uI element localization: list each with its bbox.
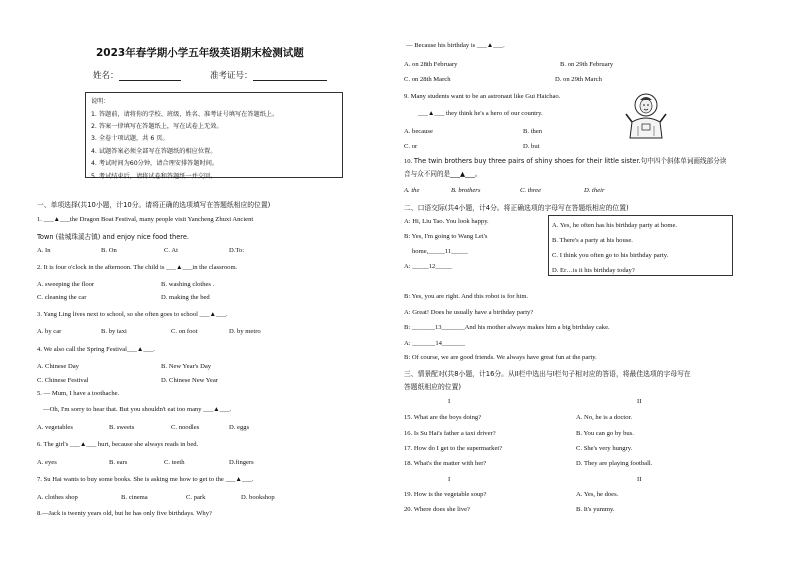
question-9-line1: 9. Many students want to be an astronaut like Gui Haichao. bbox=[404, 93, 561, 100]
q10-option-b: B. brothers bbox=[451, 187, 481, 194]
name-label: 姓名： bbox=[93, 71, 119, 81]
section2-heading: 二、口语交际(共4小题，计4分。将正确选项的字母写在答题纸相应的位置) bbox=[404, 204, 629, 212]
dialogue-b1-blank: home,_____11_____ bbox=[412, 248, 468, 255]
q5-option-c: C. noodles bbox=[171, 424, 200, 431]
instruction-item: 1. 答题前，请将你的学校、班级、姓名、准考证号填写在答题纸上。 bbox=[91, 110, 279, 118]
column-i-header-2: I bbox=[448, 476, 451, 483]
match-question-18: 18. What's the matter with her? bbox=[404, 460, 487, 467]
q6-option-a: A. eyes bbox=[37, 459, 57, 466]
question-4: 4. We also call the Spring Festival___▲___. bbox=[37, 346, 155, 353]
question-5-line1: 5. — Mum, I have a toothache. bbox=[37, 390, 120, 397]
section3-heading-line1: 三、情景配对(共8小题，计16分。从II栏中选出与I栏句子相对应的答语，将最佳选项的字母写在 bbox=[404, 370, 691, 378]
match-question-16: 16. Is Su Hai's father a taxi driver? bbox=[404, 430, 496, 437]
instruction-item: 4. 试题答案必须全部写在答题纸的相应位置。 bbox=[91, 147, 217, 155]
dialogue-option-b: B. There's a party at his house. bbox=[552, 237, 633, 244]
instruction-item: 2. 答案一律填写在答题纸上，写在试卷上无效。 bbox=[91, 122, 223, 130]
q7-option-a: A. clothes shop bbox=[37, 494, 78, 501]
match-answer-c: C. She's very hungry. bbox=[576, 445, 633, 452]
column-ii-header-2: II bbox=[637, 476, 642, 483]
q2-option-d: D. making the bed bbox=[161, 294, 210, 301]
q5-option-a: A. vegetables bbox=[37, 424, 73, 431]
q7-option-b: B. cinema bbox=[121, 494, 148, 501]
match-question-19: 19. How is the vegetable soup? bbox=[404, 491, 487, 498]
astronaut-illustration bbox=[624, 90, 668, 140]
question-6: 6. The girl's ___▲___ hurt, because she always reads in bed. bbox=[37, 441, 199, 448]
dialogue-b4: B: Of course, we are good friends. We always have great fun at the party. bbox=[404, 354, 597, 361]
q4-option-b: B. New Year's Day bbox=[161, 363, 212, 370]
q2-option-c: C. cleaning the car bbox=[37, 294, 87, 301]
match-question-20: 20. Where does she live? bbox=[404, 506, 470, 513]
q5-option-b: B. sweets bbox=[109, 424, 135, 431]
match-answer-b2: B. It's yummy. bbox=[576, 506, 615, 513]
dialogue-option-a: A. Yes, he often has his birthday party at home. bbox=[552, 222, 678, 229]
q9-option-b: B. then bbox=[523, 128, 543, 135]
q7-option-d: D. bookshop bbox=[241, 494, 275, 501]
q1-option-c: C. At bbox=[164, 247, 178, 254]
question-1-line2: Town (盐城珠溪古镇) and enjoy nice food there. bbox=[37, 233, 190, 241]
page-title: 2023年春学期小学五年级英语期末检测试题 bbox=[96, 47, 304, 59]
column-i-header: I bbox=[448, 398, 451, 405]
q8-option-d: D. on 29th March bbox=[555, 76, 602, 83]
dialogue-a3: A: Great! Does he usually have a birthday party? bbox=[404, 309, 534, 316]
question-10-line2: 音与众不同的是___▲___。 bbox=[404, 170, 482, 178]
q5-option-d: D. eggs bbox=[229, 424, 250, 431]
q6-option-d: D.fingers bbox=[229, 459, 254, 466]
instructions-box bbox=[85, 92, 343, 178]
dialogue-a1: A: Hi, Liu Tao. You look happy. bbox=[404, 218, 489, 225]
instruction-item: 4. 考试时间为60分钟，请合理安排答题时间。 bbox=[91, 160, 219, 168]
question-8-answer-line: — Because his birthday is ___▲___. bbox=[406, 42, 505, 49]
q1-option-d: D.To: bbox=[229, 247, 245, 254]
match-answer-a: A. No, he is a doctor. bbox=[576, 414, 633, 421]
dialogue-option-d: D. Er…is it his birthday today? bbox=[552, 267, 635, 274]
section1-heading: 一、单项选择(共10小题，计10分。请将正确的选项填写在答题纸相应的位置) bbox=[37, 201, 271, 209]
dialogue-b3: B: _______13_______And his mother always makes him a big birthday cake. bbox=[404, 324, 610, 331]
match-answer-a2: A. Yes, he does. bbox=[576, 491, 619, 498]
q7-option-c: C. park bbox=[186, 494, 206, 501]
id-field bbox=[210, 69, 327, 81]
dialogue-b2: B: Yes, you are right. And this robot is for him. bbox=[404, 293, 529, 300]
q1-option-b: B. On bbox=[101, 247, 117, 254]
match-answer-d: D. They are playing football. bbox=[576, 460, 653, 467]
dialogue-options-box bbox=[548, 215, 733, 276]
q9-option-a: A. because bbox=[404, 128, 433, 135]
match-question-17: 17. How do I get to the supermarket? bbox=[404, 445, 503, 452]
q6-option-c: C. teeth bbox=[164, 459, 185, 466]
q8-option-c: C. on 28th March bbox=[404, 76, 451, 83]
q10-option-a: A. the bbox=[404, 187, 420, 194]
question-3: 3. Yang Ling lives next to school, so she often goes to school ___▲___. bbox=[37, 311, 228, 318]
q3-option-b: B. by taxi bbox=[101, 328, 127, 335]
q3-option-d: D. by metro bbox=[229, 328, 261, 335]
q6-option-b: B. ears bbox=[109, 459, 128, 466]
q4-option-a: A. Chinese Day bbox=[37, 363, 79, 370]
dialogue-a4: A: _______14_______ bbox=[404, 340, 465, 347]
id-label: 准考证号： bbox=[210, 71, 253, 81]
q3-option-a: A. by car bbox=[37, 328, 62, 335]
match-answer-b: B. You can go by bus. bbox=[576, 430, 634, 437]
question-1-line1: 1. ___▲___the Dragon Boat Festival, many people visit Yancheng Zhuxi Ancient bbox=[37, 216, 254, 223]
q4-option-c: C. Chinese Festival bbox=[37, 377, 89, 384]
match-question-15: 15. What are the boys doing? bbox=[404, 414, 482, 421]
q8-option-b: B. on 29th February bbox=[560, 61, 614, 68]
instruction-item: 5. 考试结束后，请将试卷和答题纸一并交回。 bbox=[91, 172, 217, 180]
q10-number: 10. bbox=[404, 158, 414, 165]
instructions-heading: 说明： bbox=[91, 98, 110, 105]
dialogue-a2: A: _____12_____ bbox=[404, 263, 452, 270]
q2-option-b: B. washing clothes . bbox=[161, 281, 215, 288]
name-field bbox=[93, 69, 181, 81]
q10-option-d: D. their bbox=[584, 187, 605, 194]
q10-option-c: C. three bbox=[520, 187, 541, 194]
question-8: 8.—Jack is twenty years old, but he has only five birthdays. Why? bbox=[37, 510, 212, 517]
question-9-line2: ___▲___ they think he's a hero of our country. bbox=[418, 110, 543, 117]
q9-option-c: C. or bbox=[404, 143, 418, 150]
q4-option-d: D. Chinese New Year bbox=[161, 377, 218, 384]
question-5-line2: —Oh, I'm sorry to hear that. But you shouldn't eat too many ___▲___. bbox=[43, 406, 232, 413]
q10-sentence: The twin brothers buy three pairs of shiny shoes for their little sister.句中四个斜体单词画线部分读 bbox=[413, 157, 727, 165]
question-2: 2. It is four o'clock in the afternoon. The child is ___▲___in the classroom. bbox=[37, 264, 238, 271]
question-10-line1 bbox=[404, 157, 726, 166]
name-blank bbox=[119, 72, 181, 81]
q8-option-a: A. on 28th February bbox=[404, 61, 458, 68]
q3-option-c: C. on foot bbox=[171, 328, 198, 335]
column-ii-header: II bbox=[637, 398, 642, 405]
instruction-item: 3. 全卷十项试题，共 6 页。 bbox=[91, 135, 169, 143]
dialogue-option-c: C. I think you often go to his birthday party. bbox=[552, 252, 669, 259]
dialogue-b1: B: Yes, I'm going to Wang Lei's bbox=[404, 233, 488, 240]
id-blank bbox=[253, 72, 327, 81]
q9-option-d: D. but bbox=[523, 143, 540, 150]
section3-heading-line2: 答题纸相应的位置) bbox=[404, 383, 462, 391]
q2-option-a: A. sweeping the floor bbox=[37, 281, 95, 288]
q1-option-a: A. In bbox=[37, 247, 51, 254]
question-7: 7. Su Hai wants to buy some books. She is asking me how to get to the ___▲___. bbox=[37, 476, 254, 483]
